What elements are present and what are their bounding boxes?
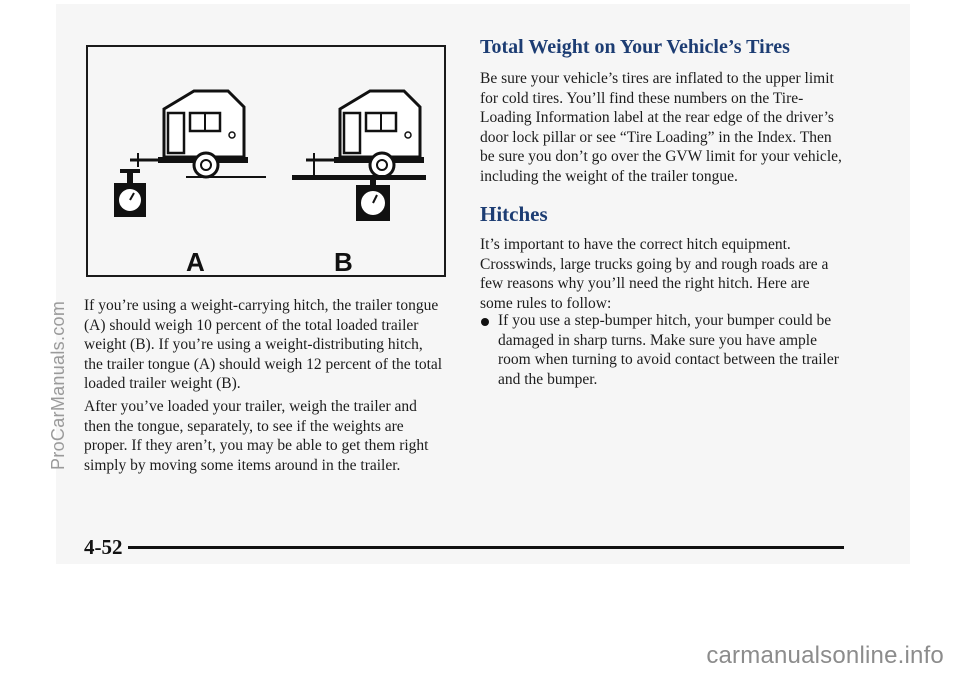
- figure-label-b: B: [334, 247, 353, 277]
- figure-label-a: A: [186, 247, 205, 277]
- page-number: 4-52: [84, 535, 123, 559]
- trailer-weighing-illustration: [86, 45, 446, 277]
- footer-rule: [128, 546, 844, 549]
- tire-inflation-paragraph: Be sure your vehicle’s tires are inflated to the upper limit for cold tires. You’ll find these numbers on the Tire-Loading Information label at the rear edge of the driver’s door lock pillar or see “Tire Loading” in the Index. Then be sure you don’t go over the GVW limit for your vehicle, including the weight of the trailer tongue.: [480, 70, 842, 185]
- trailer-b-drawing: [292, 91, 426, 221]
- hitches-heading: Hitches: [480, 202, 548, 226]
- step-bumper-hitch-bullet: If you use a step-bumper hitch, your bumper could be damaged in sharp turns. Make sure you have ample room when turning to avoid contact between the trailer and the bumper.: [498, 312, 839, 388]
- trailer-diagram: [88, 47, 444, 275]
- total-weight-heading: Total Weight on Your Vehicle’s Tires: [480, 36, 790, 58]
- trailer-a-drawing: [114, 91, 266, 217]
- bottom-watermark: carmanualsonline.info: [706, 642, 944, 669]
- bullet-icon: [481, 318, 489, 326]
- hitch-equipment-paragraph: It’s important to have the correct hitch equipment. Crosswinds, large trucks going by and rough roads are a few reasons why you’ll need the right hitch. Here are some rules to follow:: [480, 236, 829, 312]
- weighing-advice-paragraph: After you’ve loaded your trailer, weigh the trailer and then the tongue, separately, to see if the weights are proper. If they aren’t, you may be able to get them right simply by moving some items around in the trailer.: [84, 398, 429, 474]
- tongue-weight-paragraph: If you’re using a weight-carrying hitch, the trailer tongue (A) should weigh 10 percent of the total loaded trailer weight (B). If you’re using a weight-distributing hitch, the trailer tongue (A) should weigh 12 percent of the total loaded trailer weight (B).: [84, 297, 443, 392]
- side-watermark: ProCarManuals.com: [48, 300, 68, 470]
